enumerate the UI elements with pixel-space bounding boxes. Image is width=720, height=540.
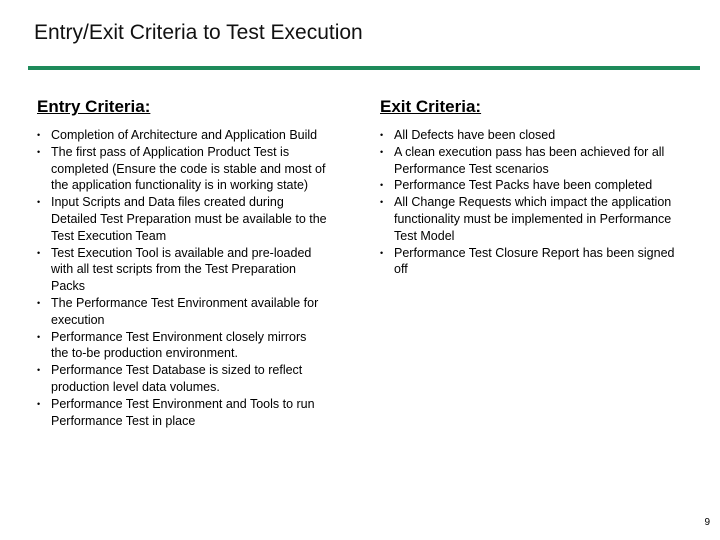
exit-criteria-heading: Exit Criteria: [380,97,482,116]
bullet-icon: • [37,331,41,342]
title-divider [28,66,700,70]
bullet-icon: • [37,398,41,409]
entry-criteria-heading: Entry Criteria: [37,97,151,116]
bullet-icon: • [37,297,41,308]
bullet-icon: • [37,197,41,208]
entry-criteria-list [37,127,327,429]
bullet-icon: • [37,146,41,157]
list-item: • Performance Test Closure Report has been signed off [380,245,675,277]
list-item: • Performance Test Environment closely mirrors the to-be production environment. [37,329,307,361]
list-item: • Completion of Architecture and Application Build [37,128,318,142]
list-item: • Input Scripts and Data files created during Detailed Test Preparation must be available to the Test Execution Team [37,195,327,243]
bullet-icon: • [380,130,384,140]
exit-criteria-list [380,127,680,278]
list-item: • Performance Test Database is sized to reflect production level data volumes. [37,363,303,394]
list-item: • The Performance Test Environment available for execution [37,295,319,327]
bullet-icon: • [37,247,41,258]
list-item: • All Defects have been closed [380,128,556,142]
exit-criteria-column [380,97,680,278]
bullet-icon: • [37,365,41,376]
list-item: • Performance Test Environment and Tools to run Performance Test in place [37,396,315,428]
list-item: • The first pass of Application Product Test is completed (Ensure the code is stable and most of the application functionality is in working state) [37,144,326,193]
bullet-icon: • [37,130,41,140]
bullet-icon: • [380,247,384,258]
page-number: 9 [704,517,710,528]
list-item: • All Change Requests which impact the application functionality must be implemented in Performance Test Model [380,195,672,243]
bullet-icon: • [380,146,384,157]
list-item: • Test Execution Tool is available and pre-loaded with all test scripts from the Test Preparation Packs [37,245,312,294]
slide-title: Entry/Exit Criteria to Test Execution [34,21,363,44]
list-item: • Performance Test Packs have been completed [380,178,653,193]
bullet-icon: • [380,180,384,191]
entry-criteria-column [37,97,327,429]
bullet-icon: • [380,197,384,208]
list-item: • A clean execution pass has been achieved for all Performance Test scenarios [380,144,665,176]
